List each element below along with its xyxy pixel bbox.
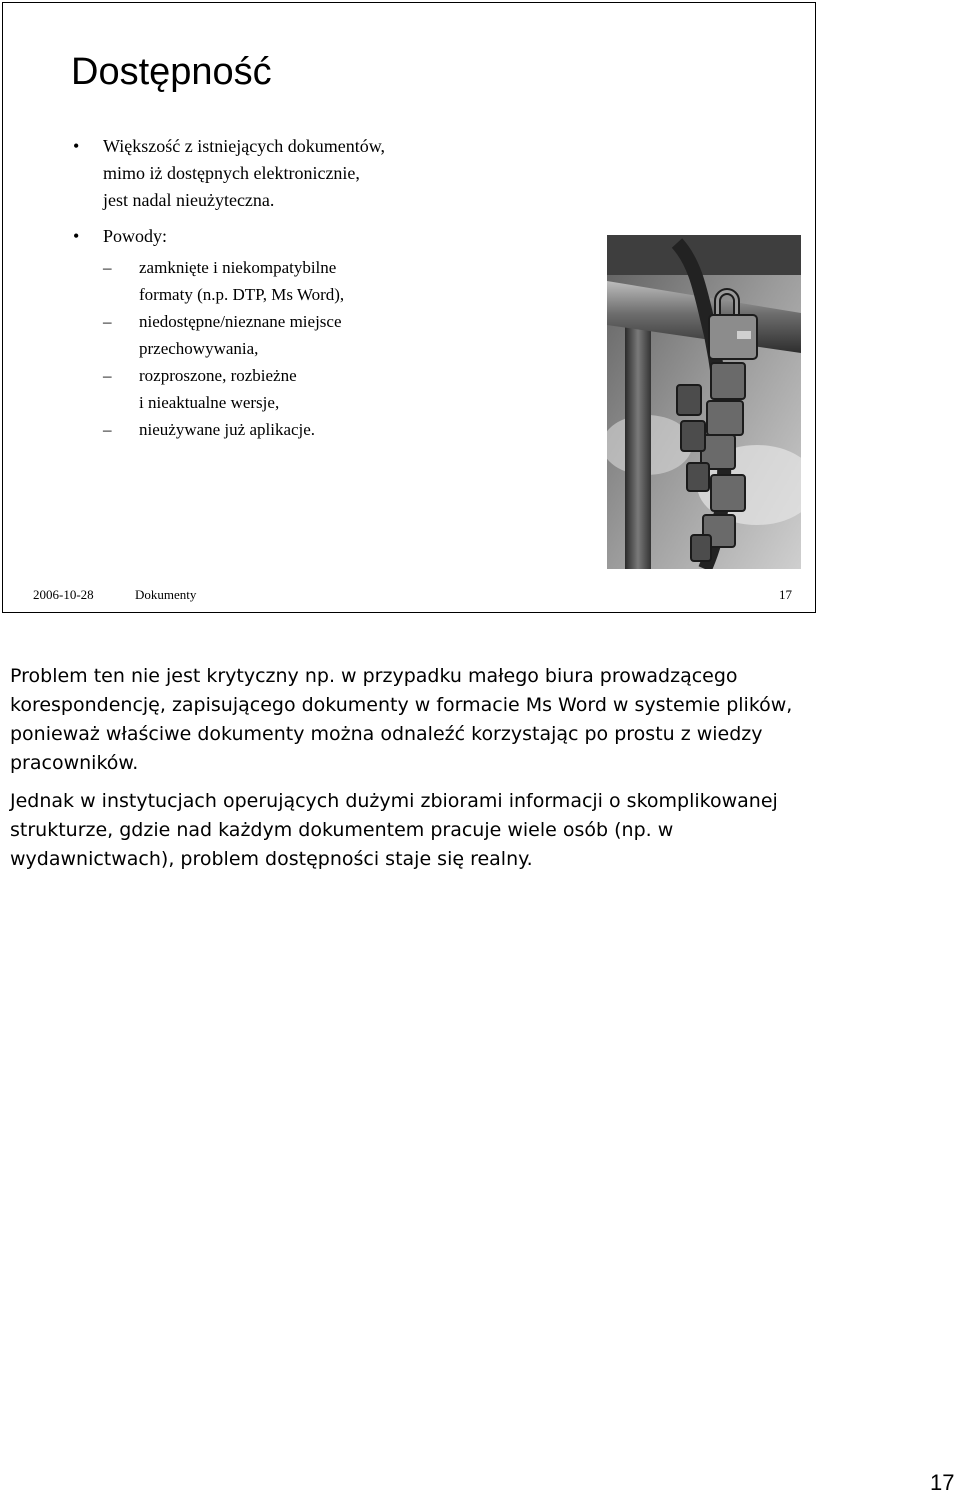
slide-footer-date: 2006-10-28 bbox=[33, 587, 94, 602]
sub-bullet-line: – rozproszone, rozbieżne bbox=[139, 366, 297, 385]
sub-bullet-item bbox=[103, 416, 491, 443]
bullet-item bbox=[71, 223, 491, 443]
sub-bullet-list bbox=[103, 254, 491, 443]
padlocks-on-railing-photo bbox=[607, 235, 801, 569]
bullet-list bbox=[71, 133, 491, 452]
sub-bullet-line: – niedostępne/nieznane miejsce bbox=[139, 312, 342, 331]
slide-footer-number: 17 bbox=[779, 587, 792, 602]
notes-paragraph: Jednak w instytucjach operujących dużymi zbiorami informacji o skomplikowanej strukturze, gdzie nad każdym dokumentem pracuje wiele osób (np. w wydawnictwach), problem dostępności staje się realny. bbox=[10, 790, 778, 870]
slide-title: Dostępność bbox=[71, 51, 272, 93]
slide-footer-title: Dokumenty bbox=[135, 587, 197, 602]
page-number: 17 bbox=[930, 1470, 955, 1495]
sub-bullet-item bbox=[103, 308, 491, 362]
sub-bullet-line: i nieaktualne wersje, bbox=[139, 393, 280, 412]
sub-bullet-line: przechowywania, bbox=[139, 339, 259, 358]
slide bbox=[2, 2, 816, 613]
bullet-item bbox=[71, 133, 491, 214]
bullet-line: • Powody: bbox=[103, 226, 168, 246]
sub-bullet-item bbox=[103, 254, 491, 308]
bullet-line: mimo iż dostępnych elektronicznie, bbox=[103, 163, 360, 183]
sub-bullet-line: – nieużywane już aplikacje. bbox=[139, 420, 316, 439]
notes-paragraph: Problem ten nie jest krytyczny np. w przypadku małego biura prowadzącego korespondencję, zapisującego dokumenty w formacie Ms Word w systemie plików, ponieważ właściwe dokumenty można odnaleźć korzystając po prostu z wiedzy pracowników. bbox=[10, 665, 793, 774]
sub-bullet-line: formaty (n.p. DTP, Ms Word), bbox=[139, 285, 345, 304]
speaker-notes bbox=[10, 662, 810, 883]
sub-bullet-line: – zamknięte i niekompatybilne bbox=[139, 258, 337, 277]
bullet-line: jest nadal nieużyteczna. bbox=[103, 190, 275, 210]
sub-bullet-item bbox=[103, 362, 491, 416]
bullet-line: • Większość z istniejących dokumentów, bbox=[103, 136, 386, 156]
